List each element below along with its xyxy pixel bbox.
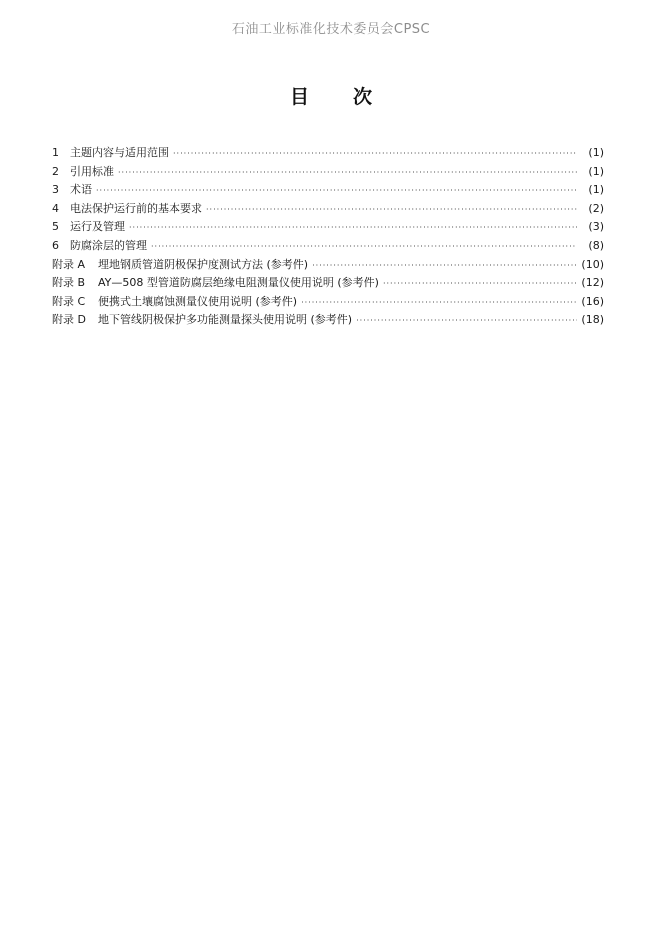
dot-leader — [118, 164, 577, 183]
toc-entry[interactable] — [52, 256, 604, 275]
dot-leader — [206, 201, 577, 220]
toc-entry-number: 5 — [52, 220, 59, 234]
dot-leader — [301, 294, 577, 313]
toc-entry-title: AY—508 型管道防腐层绝缘电阻测量仪使用说明 (参考件) — [98, 276, 379, 290]
toc-entry[interactable] — [52, 181, 604, 200]
toc-entry-number: 附录 D — [52, 313, 86, 327]
toc-entry-title: 电法保护运行前的基本要求 — [70, 201, 202, 215]
toc-entry-page: (12) — [581, 276, 604, 290]
toc-entry-number: 附录 C — [52, 294, 86, 308]
toc-entry-number: 3 — [52, 183, 59, 197]
page-title: 目次 — [289, 86, 416, 108]
dot-leader — [173, 145, 577, 164]
dot-leader — [312, 257, 577, 276]
toc-entry-title: 主题内容与适用范围 — [70, 146, 169, 159]
toc-entry[interactable] — [52, 237, 604, 256]
toc-entry-page: (2) — [588, 201, 604, 215]
page-header: 石油工业标准化技术委员会CPSC — [231, 22, 431, 37]
toc-entry-title: 防腐涂层的管理 — [70, 238, 147, 252]
dot-leader — [96, 182, 577, 201]
toc-entry-page: (18) — [581, 313, 604, 327]
table-of-contents — [52, 144, 604, 330]
toc-entry-title: 术语 — [70, 183, 92, 197]
toc-entry[interactable] — [52, 144, 604, 163]
toc-entry-title: 运行及管理 — [70, 220, 125, 234]
toc-entry-title: 地下管线阴极保护多功能测量探头使用说明 (参考件) — [98, 313, 353, 327]
toc-entry[interactable] — [52, 311, 604, 330]
toc-entry-page: (1) — [588, 183, 604, 197]
toc-entry-number: 4 — [52, 201, 59, 215]
toc-entry[interactable] — [52, 200, 604, 219]
dot-leader — [129, 219, 577, 238]
toc-entry-page: (8) — [588, 238, 604, 252]
toc-entry[interactable] — [52, 218, 604, 237]
toc-entry-number: 1 — [52, 146, 59, 159]
toc-entry-title: 便携式土壤腐蚀测量仪使用说明 (参考件) — [98, 294, 298, 308]
toc-entry-title: 引用标准 — [70, 164, 114, 178]
toc-entry-page: (3) — [588, 220, 604, 234]
dot-leader — [383, 275, 577, 294]
toc-entry-page: (1) — [588, 164, 604, 178]
toc-entry-number: 附录 A — [52, 257, 86, 271]
toc-entry[interactable] — [52, 293, 604, 312]
toc-entry-title: 埋地钢质管道阴极保护度测试方法 (参考件) — [98, 257, 309, 271]
toc-entry-page: (10) — [581, 257, 604, 271]
dot-leader — [151, 238, 577, 257]
toc-entry[interactable] — [52, 274, 604, 293]
toc-entry-number: 附录 B — [52, 276, 86, 290]
dot-leader — [356, 312, 577, 331]
toc-entry-number: 2 — [52, 164, 59, 178]
toc-entry[interactable] — [52, 163, 604, 182]
toc-entry-number: 6 — [52, 238, 59, 252]
toc-entry-page: (16) — [581, 294, 604, 308]
toc-entry-page: (1) — [588, 146, 604, 159]
